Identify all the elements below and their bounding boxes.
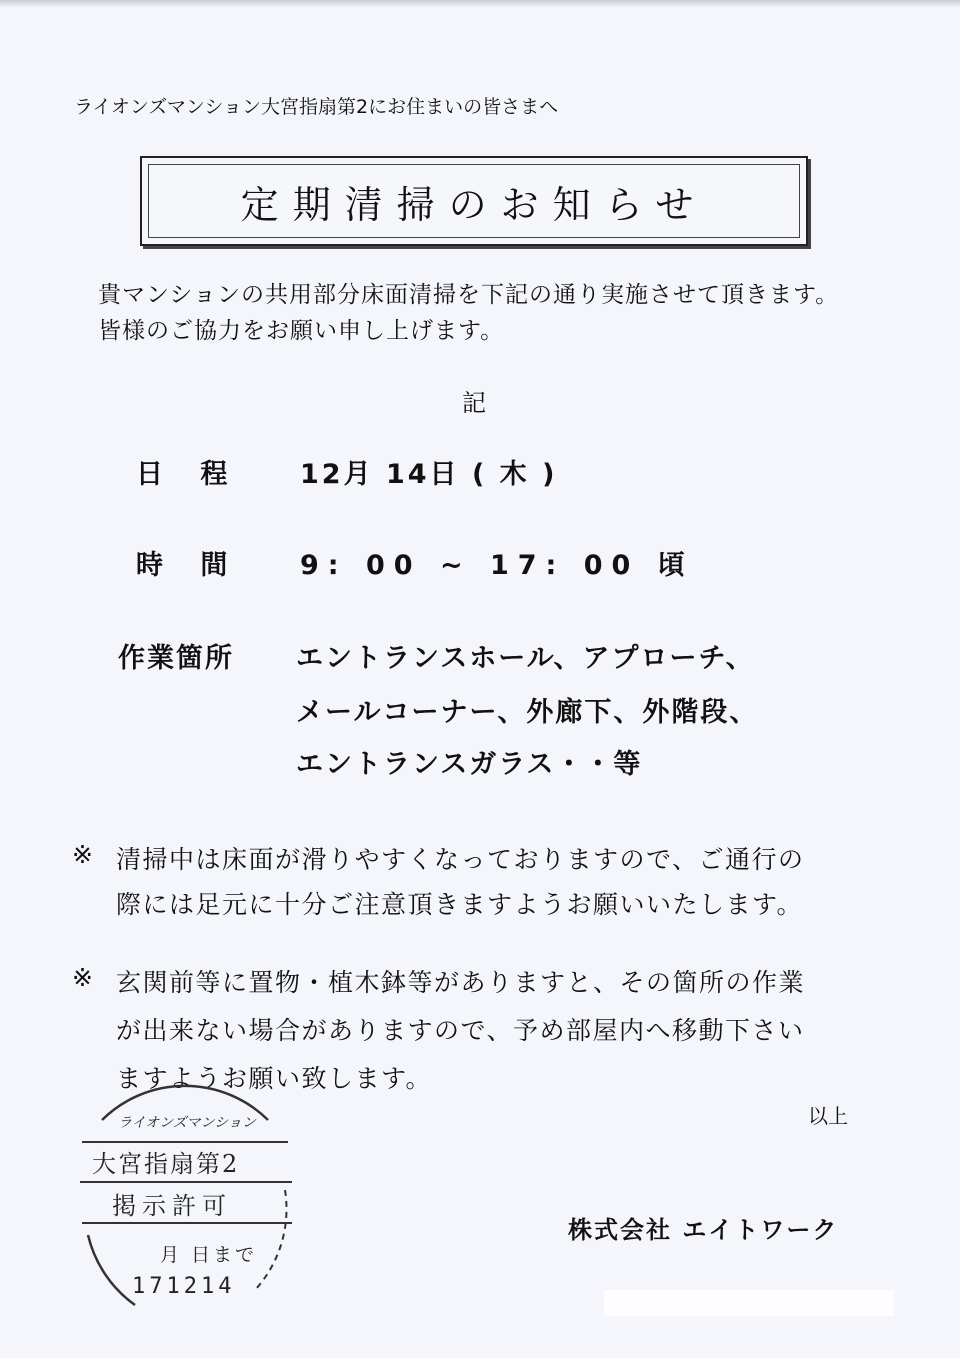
note-1-line-2: 際には足元に十分ご注意頂きますようお願いいたします。 bbox=[116, 890, 804, 919]
location-line-1: エントランスホール、アプローチ、 bbox=[296, 643, 755, 674]
stamp-line-4: 月 日まで bbox=[160, 1244, 258, 1266]
location-line-2: メールコーナー、外廊下、外階段、 bbox=[296, 697, 759, 728]
stamp-number: 171214 bbox=[132, 1274, 236, 1299]
location-line-3: エントランスガラス・・等 bbox=[296, 749, 643, 780]
stamp-line-1: ライオンズマンション bbox=[118, 1115, 256, 1131]
ki-heading: 記 bbox=[462, 389, 486, 417]
location-label: 作業箇所 bbox=[118, 643, 234, 674]
stamp-line-2: 大宮指扇第2 bbox=[92, 1150, 240, 1178]
title-box bbox=[140, 156, 808, 246]
stamp-arc-left bbox=[88, 1235, 135, 1305]
stamp-arc-right bbox=[255, 1190, 287, 1290]
note-1-line-1: 清掃中は床面が滑りやすくなっておりますので、ご通行の bbox=[116, 845, 805, 874]
stamp-line-3: 掲示許可 bbox=[112, 1192, 232, 1220]
time-label: 時 間 bbox=[136, 550, 242, 581]
note-2-mark: ※ bbox=[72, 963, 95, 992]
notice-title: 定期清掃のお知らせ bbox=[240, 183, 708, 227]
scan-edge bbox=[0, 0, 960, 8]
note-1-mark: ※ bbox=[72, 840, 95, 869]
addressee-line: ライオンズマンション大宮指扇第2にお住まいの皆さまへ bbox=[74, 96, 559, 118]
intro-line-2: 皆様のご協力をお願い申し上げます。 bbox=[98, 318, 505, 344]
note-2-line-3: ますようお願い致します。 bbox=[116, 1064, 433, 1093]
time-value: 9: 00 ~ 17: 00 頃 bbox=[300, 550, 694, 581]
closing-ijou: 以上 bbox=[808, 1104, 848, 1128]
date-value: 12月 14日 ( 木 ) bbox=[300, 459, 558, 490]
note-2-line-2: が出来ない場合がありますので、予め部屋内へ移動下さい bbox=[116, 1016, 805, 1045]
intro-line-1: 貴マンションの共用部分床面清掃を下記の通り実施させて頂きます。 bbox=[98, 282, 840, 308]
note-2-line-1: 玄関前等に置物・植木鉢等がありますと、その箇所の作業 bbox=[116, 968, 806, 997]
date-label: 日 程 bbox=[136, 459, 242, 490]
company-name: 株式会社 エイトワーク bbox=[568, 1216, 839, 1244]
scan-artifact-strip bbox=[604, 1290, 894, 1316]
